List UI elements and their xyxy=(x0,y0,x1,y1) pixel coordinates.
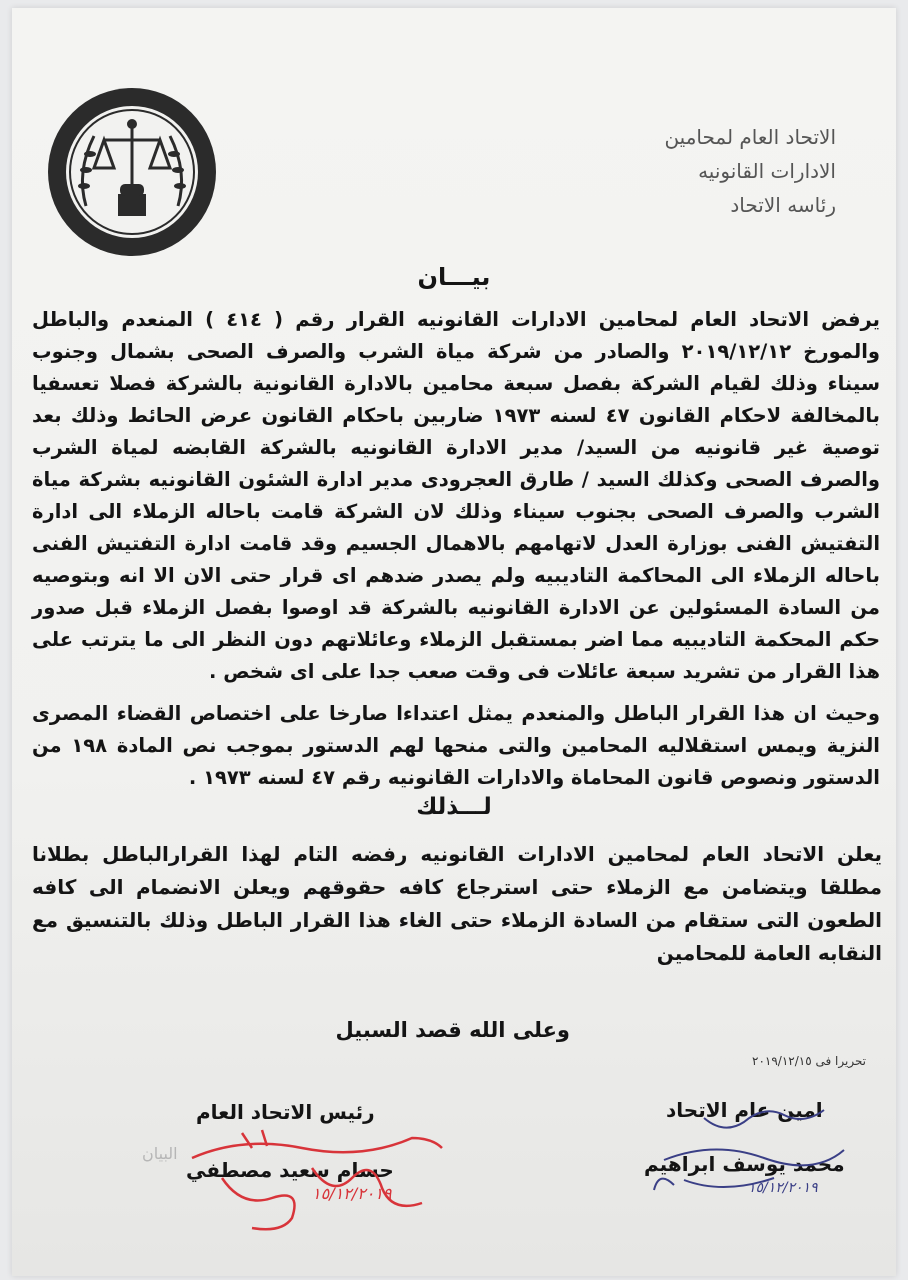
secretary-signature xyxy=(624,1100,864,1210)
president-handwritten-date: ١٥/١٢/٢٠١٩ xyxy=(312,1184,392,1203)
letterhead xyxy=(664,120,836,222)
secretary-general-title: امين عام الاتحاد xyxy=(666,1098,823,1122)
president-name: حسام سعيد مصطفي xyxy=(186,1158,394,1182)
body-paragraph-2: وحيث ان هذا القرار الباطل والمنعدم يمثل اعتداءا صارخا على اختصاص القضاء المصرى النزية ويمس استقلاليه المحامين والتى منحها لهم الدستور بموجب نص المادة ١٩٨ من الدستور ونصوص قانون المحاماة والادارات القانونيه رقم ٤٧ لسنه ١٩٧٣ . xyxy=(32,702,880,789)
president-title: رئيس الاتحاد العام xyxy=(196,1100,375,1124)
letterhead-line-3: رئاسه الاتحاد xyxy=(730,193,836,217)
document-page xyxy=(12,8,896,1276)
president-signature xyxy=(182,1118,462,1238)
union-seal-logo xyxy=(46,86,218,258)
watermark-text: البيان xyxy=(142,1144,178,1163)
decision-paragraph: يعلن الاتحاد العام لمحامين الادارات القانونيه رفضه التام لهذا القرارالباطل بطلانا مطلقا ويتضامن مع الزملاء حتى استرجاع كافه حقوقهم ويعلن الانضمام الى كافه الطعون التى ستقام من السادة الزملاء حتى الغاء هذا القرار الباطل وذلك بالتنسيق مع النقابه العامة للمحامين xyxy=(32,842,882,965)
issue-date: تحريرا فى ٢٠١٩/١٢/١٥ xyxy=(752,1054,867,1068)
letterhead-line-2: الادارات القانونيه xyxy=(698,159,836,183)
statement-body xyxy=(32,304,880,804)
letterhead-line-1: الاتحاد العام لمحامين xyxy=(664,125,836,149)
statement-title: بيـــان xyxy=(417,263,491,291)
therefore-heading: لـــذلك xyxy=(416,794,492,820)
closing-phrase: وعلى الله قصد السبيل xyxy=(335,1018,570,1042)
secretary-general-name: محمد يوسف ابراهيم xyxy=(644,1152,845,1176)
body-paragraph-1: يرفض الاتحاد العام لمحامين الادارات القانونيه القرار رقم ( ٤١٤ ) المنعدم والباطل والمورخ ٢٠١٩/١٢/١٢ والصادر من شركة مياة الشرب والصرف الصحى بشمال وجنوب سيناء وذلك لقيام الشركة بفصل سبعة محامين بالادارة القانونية بالشركة فصلا تعسفيا بالمخالفة لاحكام القانون ٤٧ لسنه ١٩٧٣ ضاربين باحكام القانون عرض الحائط وذلك بعد توصية غير قانونيه من السيد/ مدير الادارة القانونيه بالشركة القابضه لمياة الشرب والصرف الصحى وكذلك السيد / طارق العجرودى مدير ادارة الشئون القانونيه بشركة مياة الشرب والصرف الصحى بجنوب سيناء وذلك لان الشركة قامت باحاله الزملاء الى ادارة التفتيش الفنى بوزارة العدل لاتهامهم بالاهمال الجسيم وقد قامت ادارة التفتيش الفنى باحاله الزملاء الى المحاكمة التاديبيه ولم يصدر ضدهم اى قرار حتى الان الا انه وبتوصيه من السادة المسئولين عن الادارة القانونيه بالشركة قد اوصوا بفصل الزملاء قبل صدور حكم المحكمة التاديبيه مما اضر بمستقبل الزملاء وعائلاتهم دون النظر الى ما يترتب على هذا القرار من تشريد سبعة عائلات فى وقت صعب جدا على اى شخص . xyxy=(32,308,881,683)
secretary-handwritten-date: ١٥/١٢/٢٠١٩ xyxy=(748,1180,818,1196)
